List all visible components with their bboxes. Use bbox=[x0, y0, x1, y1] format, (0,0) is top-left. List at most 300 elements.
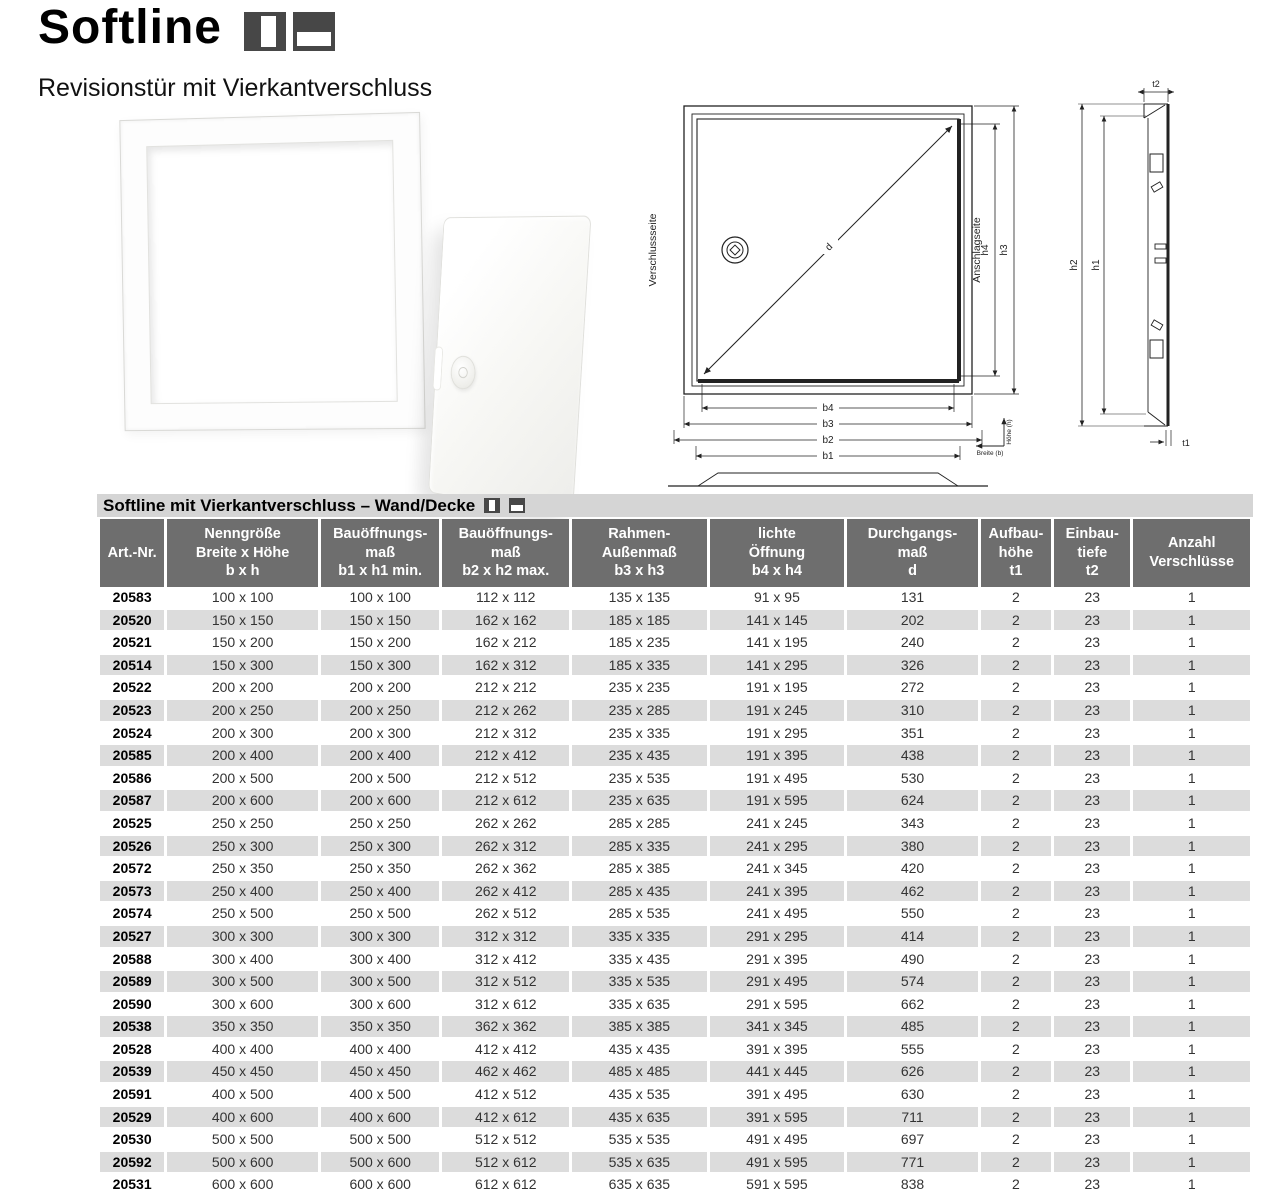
table-cell: 20588 bbox=[100, 949, 164, 972]
table-cell: 462 x 462 bbox=[442, 1061, 569, 1084]
table-cell: 20522 bbox=[100, 677, 164, 700]
table-cell: 20529 bbox=[100, 1107, 164, 1130]
table-cell: 23 bbox=[1054, 971, 1130, 994]
column-header: Art.-Nr. bbox=[100, 519, 164, 587]
page-header bbox=[38, 0, 335, 55]
column-header: Bauöffnungs- maß b1 x h1 min. bbox=[321, 519, 440, 587]
table-cell: 23 bbox=[1054, 790, 1130, 813]
table-cell: 300 x 300 bbox=[167, 926, 318, 949]
column-header: Nenngröße Breite x Höhe b x h bbox=[167, 519, 318, 587]
table-cell: 262 x 262 bbox=[442, 813, 569, 836]
table-cell: 20583 bbox=[100, 587, 164, 610]
table-cell: 400 x 600 bbox=[321, 1107, 440, 1130]
front-view-drawing bbox=[638, 92, 1038, 492]
table-cell: 200 x 250 bbox=[321, 700, 440, 723]
wall-mount-icon bbox=[244, 12, 286, 51]
table-cell: 141 x 295 bbox=[710, 655, 845, 678]
table-cell: 500 x 600 bbox=[167, 1152, 318, 1175]
table-row bbox=[100, 632, 1250, 655]
hinge-side-label: Anschlagseite bbox=[971, 217, 983, 283]
table-cell: 312 x 612 bbox=[442, 994, 569, 1017]
table-cell: 212 x 412 bbox=[442, 745, 569, 768]
table-row bbox=[100, 655, 1250, 678]
table-cell: 185 x 235 bbox=[572, 632, 707, 655]
table-cell: 630 bbox=[847, 1084, 978, 1107]
table-cell: 212 x 262 bbox=[442, 700, 569, 723]
table-cell: 450 x 450 bbox=[321, 1061, 440, 1084]
table-cell: 162 x 162 bbox=[442, 610, 569, 633]
table-cell: 600 x 600 bbox=[167, 1174, 318, 1197]
table-cell: 250 x 400 bbox=[321, 881, 440, 904]
table-cell: 200 x 500 bbox=[167, 768, 318, 791]
column-header: Durchgangs- maß d bbox=[847, 519, 978, 587]
b4-dim-label: b4 bbox=[822, 403, 834, 414]
table-cell: 23 bbox=[1054, 587, 1130, 610]
t1-dim-label: t1 bbox=[1182, 438, 1190, 448]
table-cell: 335 x 335 bbox=[572, 926, 707, 949]
page-subtitle: Revisionstür mit Vierkantverschluss bbox=[38, 74, 433, 102]
table-cell: 202 bbox=[847, 610, 978, 633]
table-cell: 235 x 285 bbox=[572, 700, 707, 723]
b3-dim-label: b3 bbox=[822, 419, 834, 430]
table-cell: 20514 bbox=[100, 655, 164, 678]
table-cell: 1 bbox=[1133, 610, 1250, 633]
table-cell: 150 x 200 bbox=[321, 632, 440, 655]
table-cell: 135 x 135 bbox=[572, 587, 707, 610]
table-row bbox=[100, 1129, 1250, 1152]
table-cell: 241 x 495 bbox=[710, 903, 845, 926]
table-cell: 23 bbox=[1054, 949, 1130, 972]
table-row bbox=[100, 1107, 1250, 1130]
spec-table bbox=[97, 519, 1253, 1197]
table-cell: 23 bbox=[1054, 1129, 1130, 1152]
table-cell: 351 bbox=[847, 723, 978, 746]
table-cell: 20526 bbox=[100, 836, 164, 859]
table-cell: 300 x 600 bbox=[321, 994, 440, 1017]
table-cell: 23 bbox=[1054, 858, 1130, 881]
table-cell: 23 bbox=[1054, 813, 1130, 836]
table-cell: 1 bbox=[1133, 768, 1250, 791]
spec-table-section bbox=[97, 494, 1253, 1197]
table-cell: 23 bbox=[1054, 768, 1130, 791]
table-cell: 262 x 412 bbox=[442, 881, 569, 904]
table-row bbox=[100, 926, 1250, 949]
table-cell: 2 bbox=[981, 949, 1051, 972]
door-edge-slot bbox=[433, 346, 444, 390]
width-axis-label: Breite (b) bbox=[976, 450, 1004, 457]
table-cell: 1 bbox=[1133, 655, 1250, 678]
table-cell: 20586 bbox=[100, 768, 164, 791]
diagonal-dim-label: d bbox=[823, 241, 836, 254]
table-cell: 20523 bbox=[100, 700, 164, 723]
table-cell: 200 x 400 bbox=[321, 745, 440, 768]
table-row bbox=[100, 1174, 1250, 1197]
table-cell: 2 bbox=[981, 1107, 1051, 1130]
table-cell: 23 bbox=[1054, 1016, 1130, 1039]
table-row bbox=[100, 587, 1250, 610]
table-cell: 335 x 535 bbox=[572, 971, 707, 994]
table-cell: 1 bbox=[1133, 1129, 1250, 1152]
table-cell: 23 bbox=[1054, 1174, 1130, 1197]
table-cell: 20591 bbox=[100, 1084, 164, 1107]
table-cell: 235 x 635 bbox=[572, 790, 707, 813]
table-cell: 490 bbox=[847, 949, 978, 972]
table-cell: 23 bbox=[1054, 677, 1130, 700]
table-cell: 535 x 535 bbox=[572, 1129, 707, 1152]
table-cell: 612 x 612 bbox=[442, 1174, 569, 1197]
table-cell: 241 x 245 bbox=[710, 813, 845, 836]
table-cell: 235 x 235 bbox=[572, 677, 707, 700]
table-cell: 200 x 400 bbox=[167, 745, 318, 768]
access-panel-frame bbox=[119, 112, 425, 431]
table-cell: 1 bbox=[1133, 949, 1250, 972]
table-row bbox=[100, 813, 1250, 836]
column-header: Einbau- tiefe t2 bbox=[1054, 519, 1130, 587]
table-cell: 697 bbox=[847, 1129, 978, 1152]
column-header: Bauöffnungs- maß b2 x h2 max. bbox=[442, 519, 569, 587]
table-cell: 291 x 595 bbox=[710, 994, 845, 1017]
table-cell: 1 bbox=[1133, 994, 1250, 1017]
table-cell: 1 bbox=[1133, 1107, 1250, 1130]
table-cell: 20592 bbox=[100, 1152, 164, 1175]
table-cell: 491 x 595 bbox=[710, 1152, 845, 1175]
table-cell: 771 bbox=[847, 1152, 978, 1175]
table-cell: 1 bbox=[1133, 1016, 1250, 1039]
table-row bbox=[100, 903, 1250, 926]
table-section-title: Softline mit Vierkantverschluss – Wand/Decke bbox=[103, 495, 476, 515]
table-cell: 2 bbox=[981, 903, 1051, 926]
b2-dim-label: b2 bbox=[822, 435, 834, 446]
table-cell: 241 x 345 bbox=[710, 858, 845, 881]
wall-mount-mini-icon bbox=[484, 498, 500, 513]
table-cell: 20530 bbox=[100, 1129, 164, 1152]
table-cell: 624 bbox=[847, 790, 978, 813]
table-cell: 2 bbox=[981, 881, 1051, 904]
table-cell: 450 x 450 bbox=[167, 1061, 318, 1084]
table-cell: 380 bbox=[847, 836, 978, 859]
table-cell: 420 bbox=[847, 858, 978, 881]
ceiling-mount-mini-icon bbox=[509, 498, 525, 513]
table-cell: 2 bbox=[981, 768, 1051, 791]
table-cell: 574 bbox=[847, 971, 978, 994]
table-cell: 2 bbox=[981, 655, 1051, 678]
table-cell: 2 bbox=[981, 858, 1051, 881]
table-cell: 23 bbox=[1054, 632, 1130, 655]
table-cell: 2 bbox=[981, 1129, 1051, 1152]
table-cell: 1 bbox=[1133, 1061, 1250, 1084]
table-cell: 412 x 612 bbox=[442, 1107, 569, 1130]
table-cell: 326 bbox=[847, 655, 978, 678]
table-cell: 235 x 435 bbox=[572, 745, 707, 768]
table-cell: 491 x 495 bbox=[710, 1129, 845, 1152]
table-cell: 100 x 100 bbox=[321, 587, 440, 610]
table-cell: 1 bbox=[1133, 858, 1250, 881]
table-cell: 291 x 295 bbox=[710, 926, 845, 949]
table-cell: 20573 bbox=[100, 881, 164, 904]
table-cell: 23 bbox=[1054, 881, 1130, 904]
table-cell: 23 bbox=[1054, 1152, 1130, 1175]
table-cell: 112 x 112 bbox=[442, 587, 569, 610]
square-lock-knob bbox=[450, 355, 476, 391]
table-cell: 2 bbox=[981, 971, 1051, 994]
table-cell: 2 bbox=[981, 1016, 1051, 1039]
column-header: Rahmen- Außenmaß b3 x h3 bbox=[572, 519, 707, 587]
table-cell: 212 x 212 bbox=[442, 677, 569, 700]
height-axis-label: Höhe (h) bbox=[1006, 419, 1013, 445]
table-cell: 400 x 600 bbox=[167, 1107, 318, 1130]
table-cell: 162 x 312 bbox=[442, 655, 569, 678]
table-cell: 241 x 295 bbox=[710, 836, 845, 859]
table-cell: 191 x 245 bbox=[710, 700, 845, 723]
table-cell: 385 x 385 bbox=[572, 1016, 707, 1039]
table-cell: 441 x 445 bbox=[710, 1061, 845, 1084]
table-cell: 191 x 595 bbox=[710, 790, 845, 813]
table-cell: 500 x 500 bbox=[167, 1129, 318, 1152]
table-cell: 23 bbox=[1054, 1061, 1130, 1084]
table-cell: 250 x 300 bbox=[321, 836, 440, 859]
table-cell: 1 bbox=[1133, 813, 1250, 836]
table-cell: 185 x 335 bbox=[572, 655, 707, 678]
table-row bbox=[100, 836, 1250, 859]
table-cell: 150 x 150 bbox=[167, 610, 318, 633]
table-cell: 2 bbox=[981, 587, 1051, 610]
table-cell: 300 x 500 bbox=[321, 971, 440, 994]
table-cell: 200 x 300 bbox=[167, 723, 318, 746]
table-cell: 438 bbox=[847, 745, 978, 768]
table-cell: 400 x 500 bbox=[167, 1084, 318, 1107]
table-cell: 635 x 635 bbox=[572, 1174, 707, 1197]
table-cell: 212 x 512 bbox=[442, 768, 569, 791]
table-cell: 300 x 400 bbox=[167, 949, 318, 972]
h1-dim-label: h1 bbox=[1091, 259, 1102, 271]
table-cell: 1 bbox=[1133, 881, 1250, 904]
table-cell: 312 x 512 bbox=[442, 971, 569, 994]
table-cell: 291 x 395 bbox=[710, 949, 845, 972]
table-row bbox=[100, 971, 1250, 994]
table-cell: 300 x 600 bbox=[167, 994, 318, 1017]
table-cell: 626 bbox=[847, 1061, 978, 1084]
table-cell: 191 x 195 bbox=[710, 677, 845, 700]
table-cell: 2 bbox=[981, 1061, 1051, 1084]
table-cell: 2 bbox=[981, 994, 1051, 1017]
table-cell: 1 bbox=[1133, 1174, 1250, 1197]
table-row bbox=[100, 1016, 1250, 1039]
table-cell: 400 x 400 bbox=[167, 1039, 318, 1062]
table-row bbox=[100, 677, 1250, 700]
table-cell: 391 x 495 bbox=[710, 1084, 845, 1107]
table-cell: 2 bbox=[981, 1084, 1051, 1107]
side-view-drawing bbox=[1052, 78, 1222, 458]
table-cell: 512 x 612 bbox=[442, 1152, 569, 1175]
table-cell: 391 x 595 bbox=[710, 1107, 845, 1130]
table-cell: 262 x 362 bbox=[442, 858, 569, 881]
table-cell: 391 x 395 bbox=[710, 1039, 845, 1062]
table-cell: 250 x 500 bbox=[167, 903, 318, 926]
table-cell: 485 bbox=[847, 1016, 978, 1039]
table-row bbox=[100, 1152, 1250, 1175]
table-cell: 1 bbox=[1133, 926, 1250, 949]
t2-dim-label: t2 bbox=[1152, 79, 1160, 89]
table-cell: 2 bbox=[981, 723, 1051, 746]
table-cell: 23 bbox=[1054, 723, 1130, 746]
table-cell: 250 x 500 bbox=[321, 903, 440, 926]
table-header-row bbox=[100, 519, 1250, 587]
table-cell: 20590 bbox=[100, 994, 164, 1017]
table-cell: 2 bbox=[981, 813, 1051, 836]
table-row bbox=[100, 790, 1250, 813]
table-cell: 300 x 500 bbox=[167, 971, 318, 994]
table-cell: 400 x 400 bbox=[321, 1039, 440, 1062]
table-cell: 662 bbox=[847, 994, 978, 1017]
table-cell: 414 bbox=[847, 926, 978, 949]
table-cell: 200 x 200 bbox=[167, 677, 318, 700]
table-cell: 20585 bbox=[100, 745, 164, 768]
page-title: Softline bbox=[38, 1, 222, 54]
table-cell: 91 x 95 bbox=[710, 587, 845, 610]
table-cell: 162 x 212 bbox=[442, 632, 569, 655]
table-cell: 312 x 412 bbox=[442, 949, 569, 972]
table-cell: 200 x 600 bbox=[167, 790, 318, 813]
table-cell: 141 x 145 bbox=[710, 610, 845, 633]
table-cell: 262 x 512 bbox=[442, 903, 569, 926]
table-cell: 2 bbox=[981, 1039, 1051, 1062]
table-cell: 20574 bbox=[100, 903, 164, 926]
ceiling-mount-icon bbox=[293, 12, 335, 51]
table-row bbox=[100, 994, 1250, 1017]
table-body bbox=[100, 587, 1250, 1197]
table-cell: 250 x 300 bbox=[167, 836, 318, 859]
table-cell: 343 bbox=[847, 813, 978, 836]
table-cell: 23 bbox=[1054, 903, 1130, 926]
table-cell: 20587 bbox=[100, 790, 164, 813]
table-cell: 20525 bbox=[100, 813, 164, 836]
table-cell: 838 bbox=[847, 1174, 978, 1197]
table-cell: 20527 bbox=[100, 926, 164, 949]
table-cell: 485 x 485 bbox=[572, 1061, 707, 1084]
table-cell: 250 x 250 bbox=[321, 813, 440, 836]
table-cell: 335 x 435 bbox=[572, 949, 707, 972]
table-cell: 2 bbox=[981, 745, 1051, 768]
table-cell: 1 bbox=[1133, 723, 1250, 746]
table-cell: 20589 bbox=[100, 971, 164, 994]
table-cell: 150 x 300 bbox=[167, 655, 318, 678]
table-cell: 141 x 195 bbox=[710, 632, 845, 655]
table-section-bar bbox=[97, 494, 1253, 517]
table-cell: 20520 bbox=[100, 610, 164, 633]
table-row bbox=[100, 745, 1250, 768]
table-cell: 310 bbox=[847, 700, 978, 723]
table-cell: 150 x 200 bbox=[167, 632, 318, 655]
table-cell: 262 x 312 bbox=[442, 836, 569, 859]
table-cell: 412 x 512 bbox=[442, 1084, 569, 1107]
table-row bbox=[100, 949, 1250, 972]
table-cell: 1 bbox=[1133, 745, 1250, 768]
table-cell: 500 x 500 bbox=[321, 1129, 440, 1152]
table-cell: 240 bbox=[847, 632, 978, 655]
table-cell: 350 x 350 bbox=[167, 1016, 318, 1039]
table-cell: 191 x 395 bbox=[710, 745, 845, 768]
table-cell: 100 x 100 bbox=[167, 587, 318, 610]
h4-dim-label: h4 bbox=[980, 244, 991, 256]
table-cell: 150 x 150 bbox=[321, 610, 440, 633]
table-cell: 300 x 300 bbox=[321, 926, 440, 949]
table-cell: 23 bbox=[1054, 1039, 1130, 1062]
table-cell: 2 bbox=[981, 1152, 1051, 1175]
table-cell: 285 x 285 bbox=[572, 813, 707, 836]
table-cell: 23 bbox=[1054, 1084, 1130, 1107]
table-cell: 1 bbox=[1133, 836, 1250, 859]
lock-side-label: Verschlussseite bbox=[647, 213, 659, 287]
b1-dim-label: b1 bbox=[822, 451, 834, 462]
table-cell: 23 bbox=[1054, 655, 1130, 678]
table-cell: 23 bbox=[1054, 836, 1130, 859]
table-cell: 212 x 312 bbox=[442, 723, 569, 746]
table-cell: 212 x 612 bbox=[442, 790, 569, 813]
table-row bbox=[100, 858, 1250, 881]
table-cell: 435 x 535 bbox=[572, 1084, 707, 1107]
table-cell: 23 bbox=[1054, 745, 1130, 768]
table-cell: 20531 bbox=[100, 1174, 164, 1197]
table-cell: 20521 bbox=[100, 632, 164, 655]
table-cell: 1 bbox=[1133, 790, 1250, 813]
table-cell: 341 x 345 bbox=[710, 1016, 845, 1039]
column-header: Aufbau- höhe t1 bbox=[981, 519, 1051, 587]
table-cell: 1 bbox=[1133, 700, 1250, 723]
table-cell: 131 bbox=[847, 587, 978, 610]
table-cell: 1 bbox=[1133, 1039, 1250, 1062]
table-cell: 2 bbox=[981, 836, 1051, 859]
table-row bbox=[100, 881, 1250, 904]
table-cell: 20539 bbox=[100, 1061, 164, 1084]
table-cell: 2 bbox=[981, 677, 1051, 700]
table-cell: 20538 bbox=[100, 1016, 164, 1039]
table-cell: 711 bbox=[847, 1107, 978, 1130]
table-cell: 23 bbox=[1054, 994, 1130, 1017]
table-cell: 20524 bbox=[100, 723, 164, 746]
table-cell: 285 x 535 bbox=[572, 903, 707, 926]
table-cell: 23 bbox=[1054, 610, 1130, 633]
table-row bbox=[100, 1039, 1250, 1062]
table-row bbox=[100, 768, 1250, 791]
table-cell: 235 x 335 bbox=[572, 723, 707, 746]
table-row bbox=[100, 610, 1250, 633]
table-cell: 285 x 385 bbox=[572, 858, 707, 881]
table-cell: 150 x 300 bbox=[321, 655, 440, 678]
table-cell: 400 x 500 bbox=[321, 1084, 440, 1107]
column-header: Anzahl Verschlüsse bbox=[1133, 519, 1250, 587]
table-cell: 2 bbox=[981, 790, 1051, 813]
h2-dim-label: h2 bbox=[1069, 259, 1080, 271]
table-cell: 285 x 435 bbox=[572, 881, 707, 904]
table-cell: 2 bbox=[981, 926, 1051, 949]
table-cell: 462 bbox=[847, 881, 978, 904]
access-panel-door bbox=[428, 216, 591, 517]
table-row bbox=[100, 1061, 1250, 1084]
table-cell: 555 bbox=[847, 1039, 978, 1062]
table-cell: 412 x 412 bbox=[442, 1039, 569, 1062]
table-cell: 1 bbox=[1133, 1152, 1250, 1175]
table-cell: 23 bbox=[1054, 1107, 1130, 1130]
table-cell: 1 bbox=[1133, 1084, 1250, 1107]
table-cell: 550 bbox=[847, 903, 978, 926]
table-cell: 2 bbox=[981, 1174, 1051, 1197]
table-cell: 350 x 350 bbox=[321, 1016, 440, 1039]
table-row bbox=[100, 700, 1250, 723]
table-cell: 291 x 495 bbox=[710, 971, 845, 994]
table-row bbox=[100, 1084, 1250, 1107]
table-cell: 191 x 295 bbox=[710, 723, 845, 746]
table-cell: 1 bbox=[1133, 587, 1250, 610]
